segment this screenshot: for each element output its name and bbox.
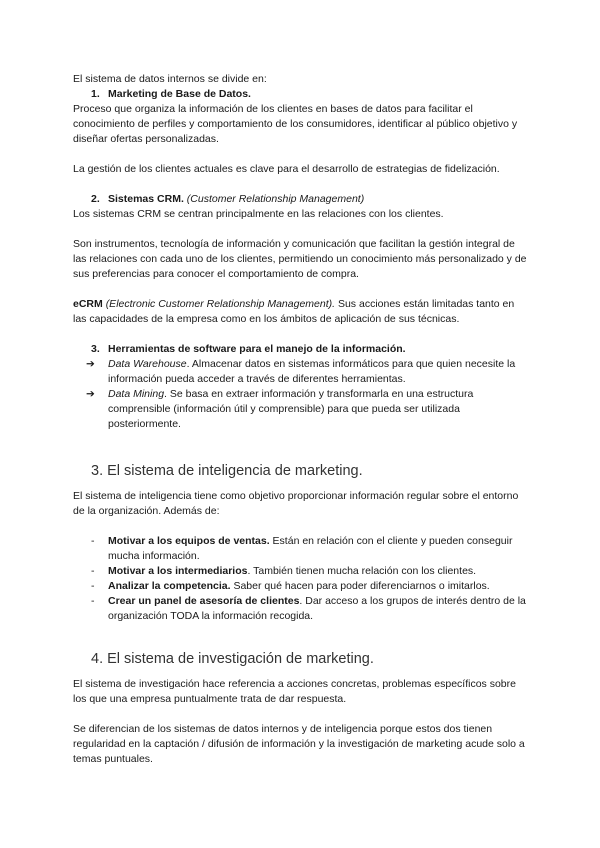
list-item [91, 534, 528, 564]
dash-bullet: - [91, 565, 95, 577]
section-1-heading [91, 87, 528, 102]
section-1-title: Marketing de Base de Datos. [108, 88, 251, 100]
arrow-icon: ➔ [86, 388, 95, 400]
list-item-term: Data Mining [108, 388, 165, 400]
heading-investigacion: 4. El sistema de investigación de marketing. [91, 651, 374, 667]
ecrm-paragraph [73, 297, 528, 327]
list-item-text: . Almacenar datos en sistemas informáticos para que quien necesite la información pueda acceder a través de diferentes herramientas. [108, 358, 516, 385]
dash-bullet: - [91, 535, 95, 547]
section-1-paragraph-2: La gestión de los clientes actuales es clave para el desarrollo de estrategias de fidelización. [73, 163, 500, 175]
section-2-heading [91, 192, 528, 207]
intro-text: El sistema de datos internos se divide en: [73, 73, 267, 85]
list-item [91, 594, 528, 624]
inteligencia-paragraph: El sistema de inteligencia tiene como objetivo proporcionar información regular sobre el entorno de la organización. Además de: [73, 490, 519, 517]
list-item-text: . También tienen mucha relación con los clientes. [247, 565, 477, 577]
section-3-heading [91, 342, 528, 357]
section-2-paragraph-1: Los sistemas CRM se centran principalmente en las relaciones con los clientes. [73, 208, 444, 220]
list-item [86, 387, 528, 432]
ecrm-subtitle: (Electronic Customer Relationship Management). [105, 298, 336, 310]
section-3-number: 3. [91, 343, 100, 355]
list-item-text: . Dar acceso a los grupos de interés dentro de la organización TODA la información recogida. [108, 595, 526, 622]
list-item-bold: Motivar a los intermediarios [108, 565, 248, 577]
document-body [73, 72, 528, 767]
list-item [86, 357, 528, 387]
investigacion-paragraph-2: Se diferencian de los sistemas de datos internos y de inteligencia porque estos dos tienen regularidad en la captación / difusión de información y la investigación de marketing acude solo a temas puntuales. [73, 723, 525, 765]
arrow-icon: ➔ [86, 358, 95, 370]
list-item-text: . Se basa en extraer información y transformarla en una estructura comprensible (información útil y comprensible) para que pueda ser utilizada posteriormente. [108, 388, 474, 430]
section-2-title: Sistemas CRM. [108, 193, 184, 205]
list-item-term: Data Warehouse [108, 358, 187, 370]
list-item-bold: Crear un panel de asesoría de clientes [108, 595, 300, 607]
dash-bullet: - [91, 595, 95, 607]
list-item [91, 564, 528, 579]
ecrm-text: Sus acciones están limitadas tanto en las capacidades de la empresa como en los ámbitos de aplicación de sus técnicas. [73, 298, 515, 325]
section-2-paragraph-2: Son instrumentos, tecnología de información y comunicación que facilitan la gestión integral de las relaciones con cada uno de los clientes, permitiendo un conocimiento más personalizado y de sus preferencias para conocer el comportamiento de compra. [73, 238, 527, 280]
section-2-subtitle: (Customer Relationship Management) [186, 193, 365, 205]
list-item-bold: Motivar a los equipos de ventas. [108, 535, 270, 547]
list-item-text: Están en relación con el cliente y pueden conseguir mucha información. [108, 535, 513, 562]
section-1-description: Proceso que organiza la información de los clientes en bases de datos para facilitar el conocimiento de perfiles y comportamiento de los consumidores, identificar al público objetivo y diseñar ofertas personalizadas. [73, 103, 518, 145]
list-item-text: Saber qué hacen para poder diferenciarnos o imitarlos. [230, 580, 490, 592]
heading-inteligencia: 3. El sistema de inteligencia de marketing. [91, 463, 363, 479]
list-item-bold: Analizar la competencia. [108, 580, 231, 592]
list-item [91, 579, 528, 594]
section-2-number: 2. [91, 193, 100, 205]
investigacion-paragraph-1: El sistema de investigación hace referencia a acciones concretas, problemas específicos sobre los que una empresa puntualmente trata de dar respuesta. [73, 678, 516, 705]
ecrm-label: eCRM [73, 298, 103, 310]
section-1-number: 1. [91, 88, 100, 100]
section-3-title: Herramientas de software para el manejo de la información. [108, 343, 406, 355]
dash-bullet: - [91, 580, 95, 592]
